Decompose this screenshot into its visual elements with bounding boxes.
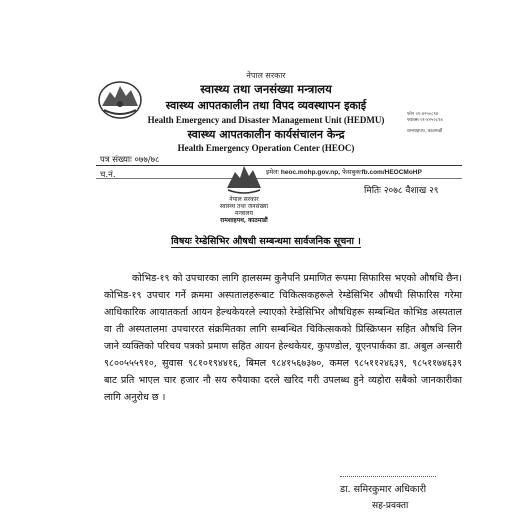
email-address[interactable]: heoc.mohp.gov.np, bbox=[280, 169, 340, 176]
center-title-en: Health Emergency Operation Center (HEOC) bbox=[177, 143, 355, 153]
seal-text bbox=[208, 196, 280, 224]
center-title-np: स्वास्थ्य आपतकालीन कार्यसंचालन केन्द्र bbox=[187, 128, 345, 141]
office-seal-stamp bbox=[224, 160, 264, 194]
email-row bbox=[266, 167, 422, 176]
notice-body bbox=[104, 270, 462, 406]
ministry-title: स्वास्थ्य तथा जनसंख्या मन्त्रालय bbox=[200, 82, 332, 96]
phone-number: फोन ०१-४२५०८९४ bbox=[407, 112, 439, 117]
seal-text-line: रामशाहपथ, काठमाडौं bbox=[220, 217, 268, 224]
subject-text: विषयः रेम्डेसिभिर औषधी सम्बन्धमा सार्वजनिक सूचना । bbox=[171, 236, 361, 247]
letter-number: पत्र संख्याः ०७७/७८ bbox=[100, 155, 160, 165]
facebook-link[interactable]: fb.com/HEOCMoHP bbox=[361, 169, 422, 176]
header-divider-lower bbox=[96, 178, 462, 179]
seal-text-line: मन्त्रालय bbox=[235, 210, 253, 217]
facebook-label: फेसबुकः bbox=[342, 168, 362, 176]
government-label: नेपाल सरकार bbox=[246, 71, 286, 80]
fax-number: फ्याक्स ०१-४२५०८९४ bbox=[407, 117, 443, 123]
signatory-name: डा. समिरकुमार अधिकारी bbox=[340, 484, 427, 495]
unit-title-np: स्वास्थ्य आपतकालीन तथा विपद व्यवस्थापन इकाई bbox=[165, 99, 367, 112]
signature-line bbox=[340, 476, 436, 477]
seal-text-line: नेपाल सरकार bbox=[229, 196, 259, 203]
dispatch-number: च.नं. bbox=[100, 170, 116, 180]
subject-line bbox=[0, 234, 532, 247]
email-label: इमेलः bbox=[266, 168, 279, 176]
body-paragraph: कोभिड-१९ को उपचारका लागि हालसम्म कुनैपनि प्रमाणित रूपमा सिफारिस भएको औषधि छैन। कोभिड-१९ उपचार गर्ने क्रममा अस्पतालहरूबाट चिकित्सकहरूले रेम्डेसिभिर औषधी सिफारिस गरेमा आधिकारिक आयातकर्ता आयन हेल्थकेयरले ल्याएको रेम्डेसिभिर औषधिहरू सम्बन्धित कोभिड अस्पताल वा ती अस्पतालमा उपचाररत संक्रमितका लागि सम्बन्धित चिकित्सकको प्रिस्क्रिप्सन सहित औषधि लिन जाने व्यक्तिको परिचय पत्रको प्रमाण सहित आयन हेल्थकेयर, कुपण्डोल, यूएनपार्कका डा. अबुल अन्सारी ९८००५५५९१०, सुवास ९८१०१९४४१६, बिमल ९८४१५६७३७०, कमल ९८५११२४६३९, ९८५११७४६३९ बाट प्रति भाएल चार हजार नौ सय रुपैयाका दरले खरिद गरी उपलब्ध हुने व्यहोरा सबैको जानकारीका लागि अनुरोध छ । bbox=[104, 273, 462, 403]
header-divider bbox=[96, 165, 462, 166]
unit-title-en: Health Emergency and Disaster Management Unit (HEDMU) bbox=[147, 115, 385, 125]
signatory-role: सह-प्रवक्ता bbox=[372, 501, 409, 511]
letter-date: मितिः २०७८ वैशाख २९ bbox=[364, 186, 439, 196]
seal-text-line: स्वास्थ्य तथा जनसंख्या bbox=[219, 203, 269, 210]
contact-block bbox=[407, 112, 443, 135]
office-location: रामशाहपथ, काठमाडौं bbox=[407, 129, 443, 134]
